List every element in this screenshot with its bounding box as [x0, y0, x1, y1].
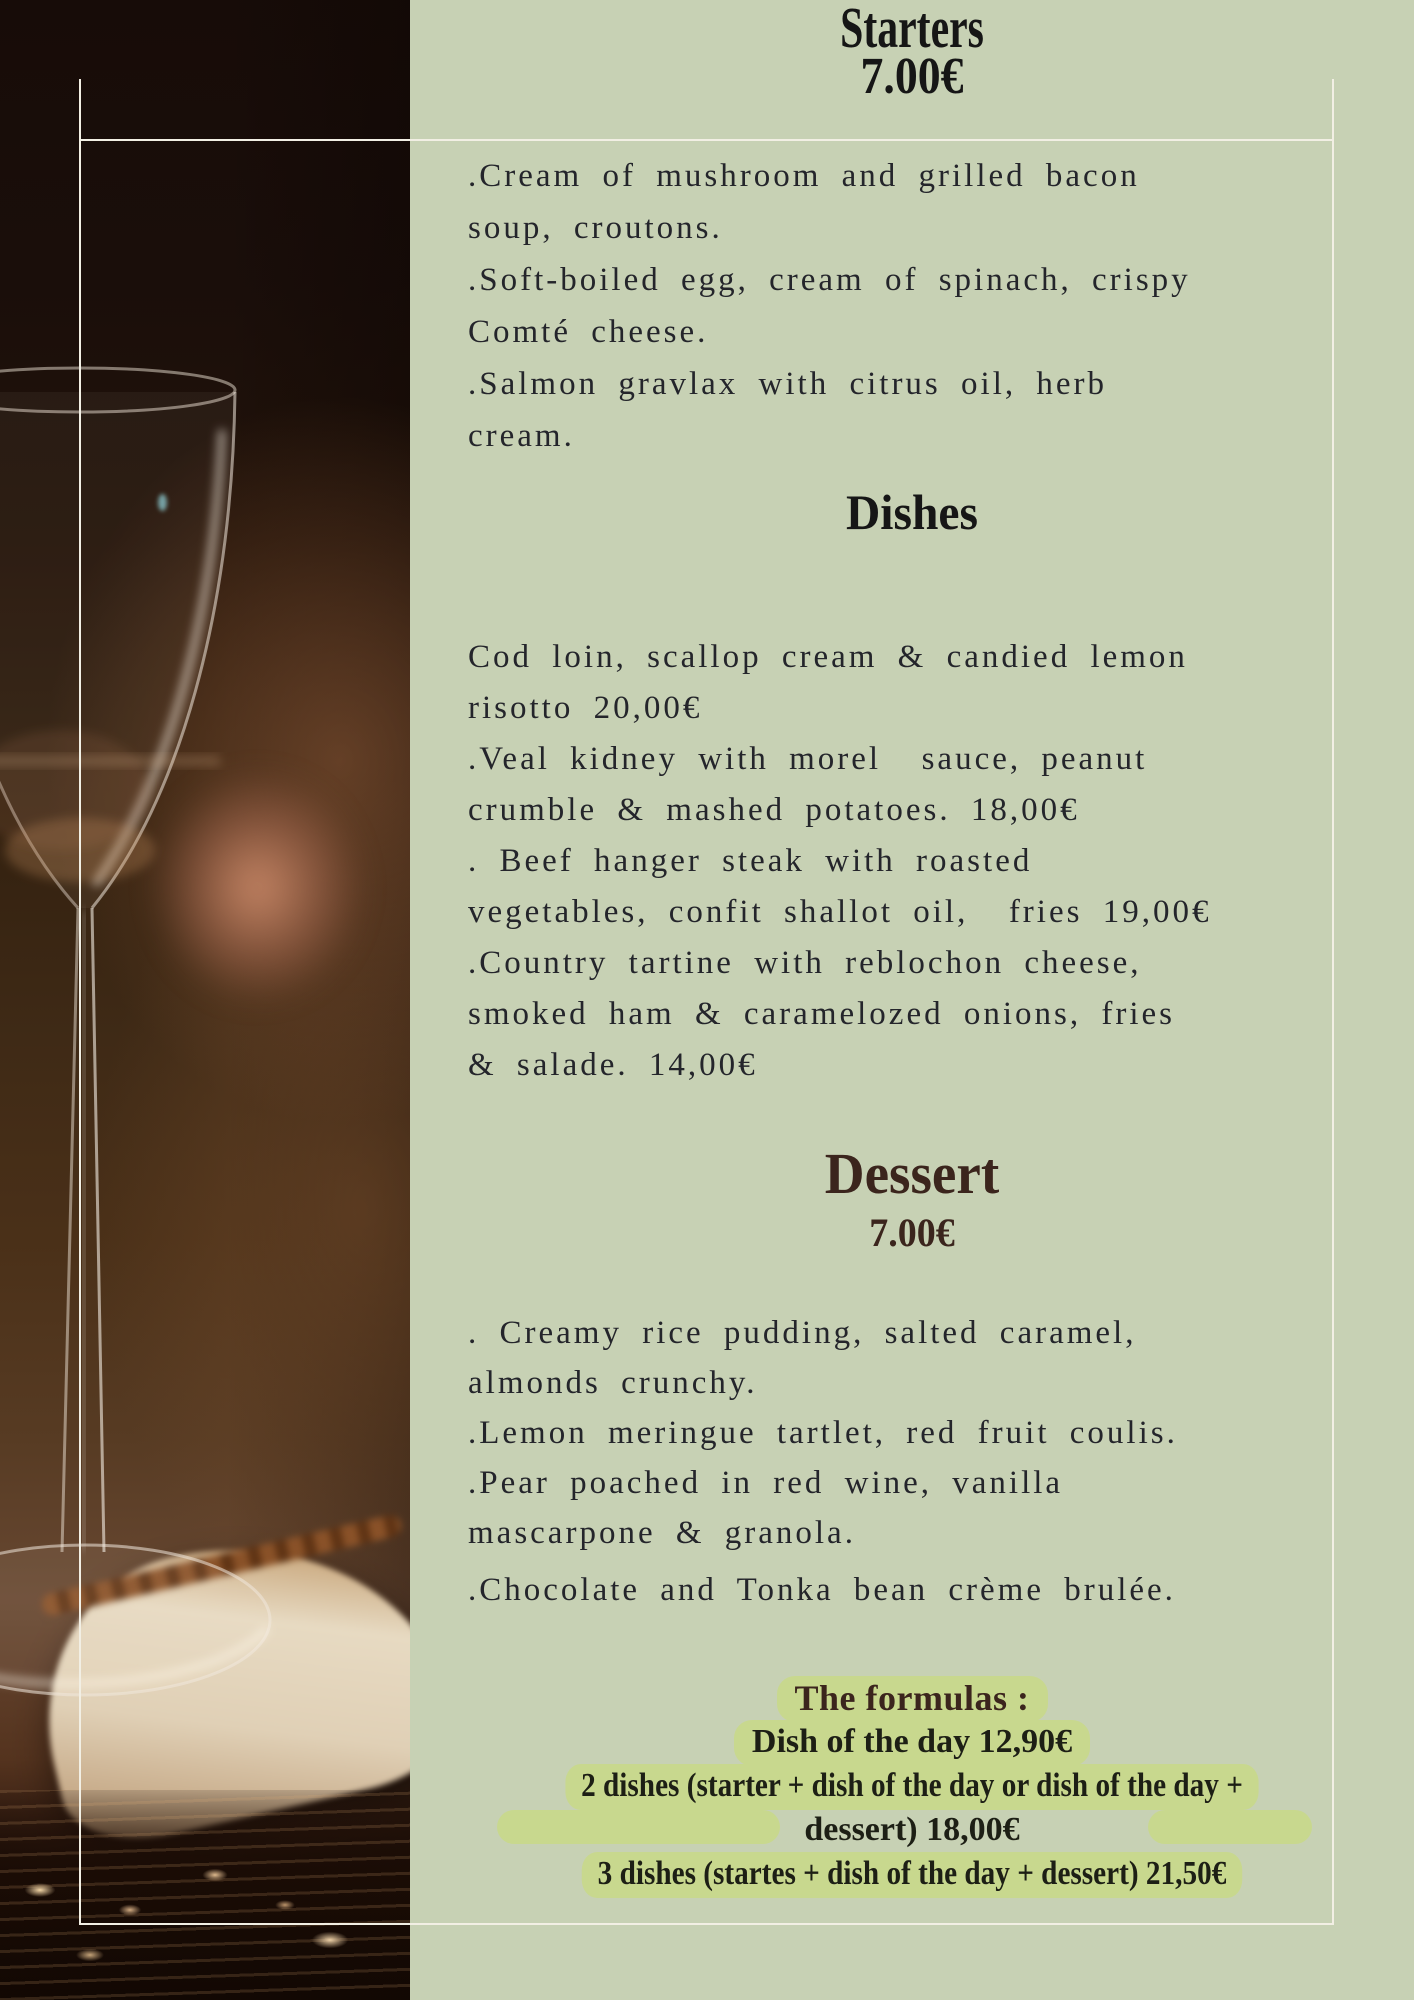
menu-item: [468, 632, 1353, 734]
formula-three-dishes: 3 dishes (startes + dish of the day + dessert) 21,50€: [582, 1852, 1242, 1898]
menu-item-line: & salade. 14,00€: [468, 1047, 758, 1083]
formula-two-dishes: 2 dishes (starter + dish of the day or dish of the day +: [566, 1764, 1259, 1810]
menu-item-line: risotto 20,00€: [468, 690, 703, 726]
dessert-list: [468, 1308, 1353, 1615]
formulas-title-line: [410, 1676, 1414, 1720]
menu-item: [468, 938, 1353, 1091]
starters-list: [468, 150, 1353, 462]
wine-glass-photo: [0, 0, 410, 2000]
menu-item-line: . Beef hanger steak with roasted: [468, 843, 1033, 879]
menu-item-line: smoked ham & caramelozed onions, fries: [468, 996, 1175, 1032]
formula-line: [480, 1852, 1343, 1896]
frame-line-top: [79, 139, 1334, 141]
formula-line: [410, 1720, 1414, 1764]
menu-item-line: .Salmon gravlax with citrus oil, herb: [468, 366, 1107, 402]
menu-item-line: vegetables, confit shallot oil, fries 19,00€: [468, 894, 1212, 930]
formula-two-dishes-cont: dessert) 18,00€: [804, 1811, 1020, 1848]
dessert-title: Dessert: [824, 1141, 1000, 1206]
dishes-list: [468, 632, 1353, 1091]
menu-item-line: . Creamy rice pudding, salted caramel,: [468, 1315, 1137, 1351]
menu-item: [468, 836, 1353, 938]
frame-line-bottom: [79, 1923, 1334, 1925]
starters-title: Starters: [840, 0, 984, 60]
dessert-price: 7.00€: [869, 1210, 955, 1255]
wine-glass-drawing: [0, 0, 410, 2000]
menu-item-line: cream.: [468, 418, 575, 454]
menu-item-line: soup, croutons.: [468, 210, 723, 246]
menu-item-line: .Chocolate and Tonka bean crème brulée.: [468, 1572, 1176, 1608]
frame-line-left: [79, 79, 81, 1925]
menu-item: [468, 734, 1353, 836]
starters-price: 7.00€: [860, 48, 964, 105]
menu-item-line: .Pear poached in red wine, vanilla: [468, 1465, 1064, 1501]
menu-item-line: .Cream of mushroom and grilled bacon: [468, 158, 1140, 194]
menu-item-line: Comté cheese.: [468, 314, 709, 350]
menu-item-line: Cod loin, scallop cream & candied lemon: [468, 639, 1188, 675]
menu-item-line: mascarpone & granola.: [468, 1515, 856, 1551]
menu-item-line: crumble & mashed potatoes. 18,00€: [468, 792, 1080, 828]
menu-item: [468, 1458, 1353, 1558]
menu-item-line: .Veal kidney with morel sauce, peanut: [468, 741, 1148, 777]
menu-item-line: almonds crunchy.: [468, 1365, 758, 1401]
menu-item-line: .Country tartine with reblochon cheese,: [468, 945, 1142, 981]
formula-line: [410, 1808, 1414, 1852]
menu-item-line: .Lemon meringue tartlet, red fruit coulis.: [468, 1415, 1178, 1451]
menu-item: [468, 1408, 1353, 1458]
menu-item: [468, 150, 1353, 254]
menu-item: [468, 1565, 1353, 1615]
menu-item-line: .Soft-boiled egg, cream of spinach, crispy: [468, 262, 1191, 298]
menu-item: [468, 358, 1353, 462]
formulas-block: [410, 1676, 1414, 1896]
formula-line: [480, 1764, 1343, 1808]
formula-dish-of-day: Dish of the day 12,90€: [734, 1720, 1090, 1766]
menu-item: [468, 1308, 1353, 1408]
dishes-title: Dishes: [846, 484, 978, 540]
formulas-title: The formulas :: [777, 1676, 1048, 1722]
menu-item: [468, 254, 1353, 358]
